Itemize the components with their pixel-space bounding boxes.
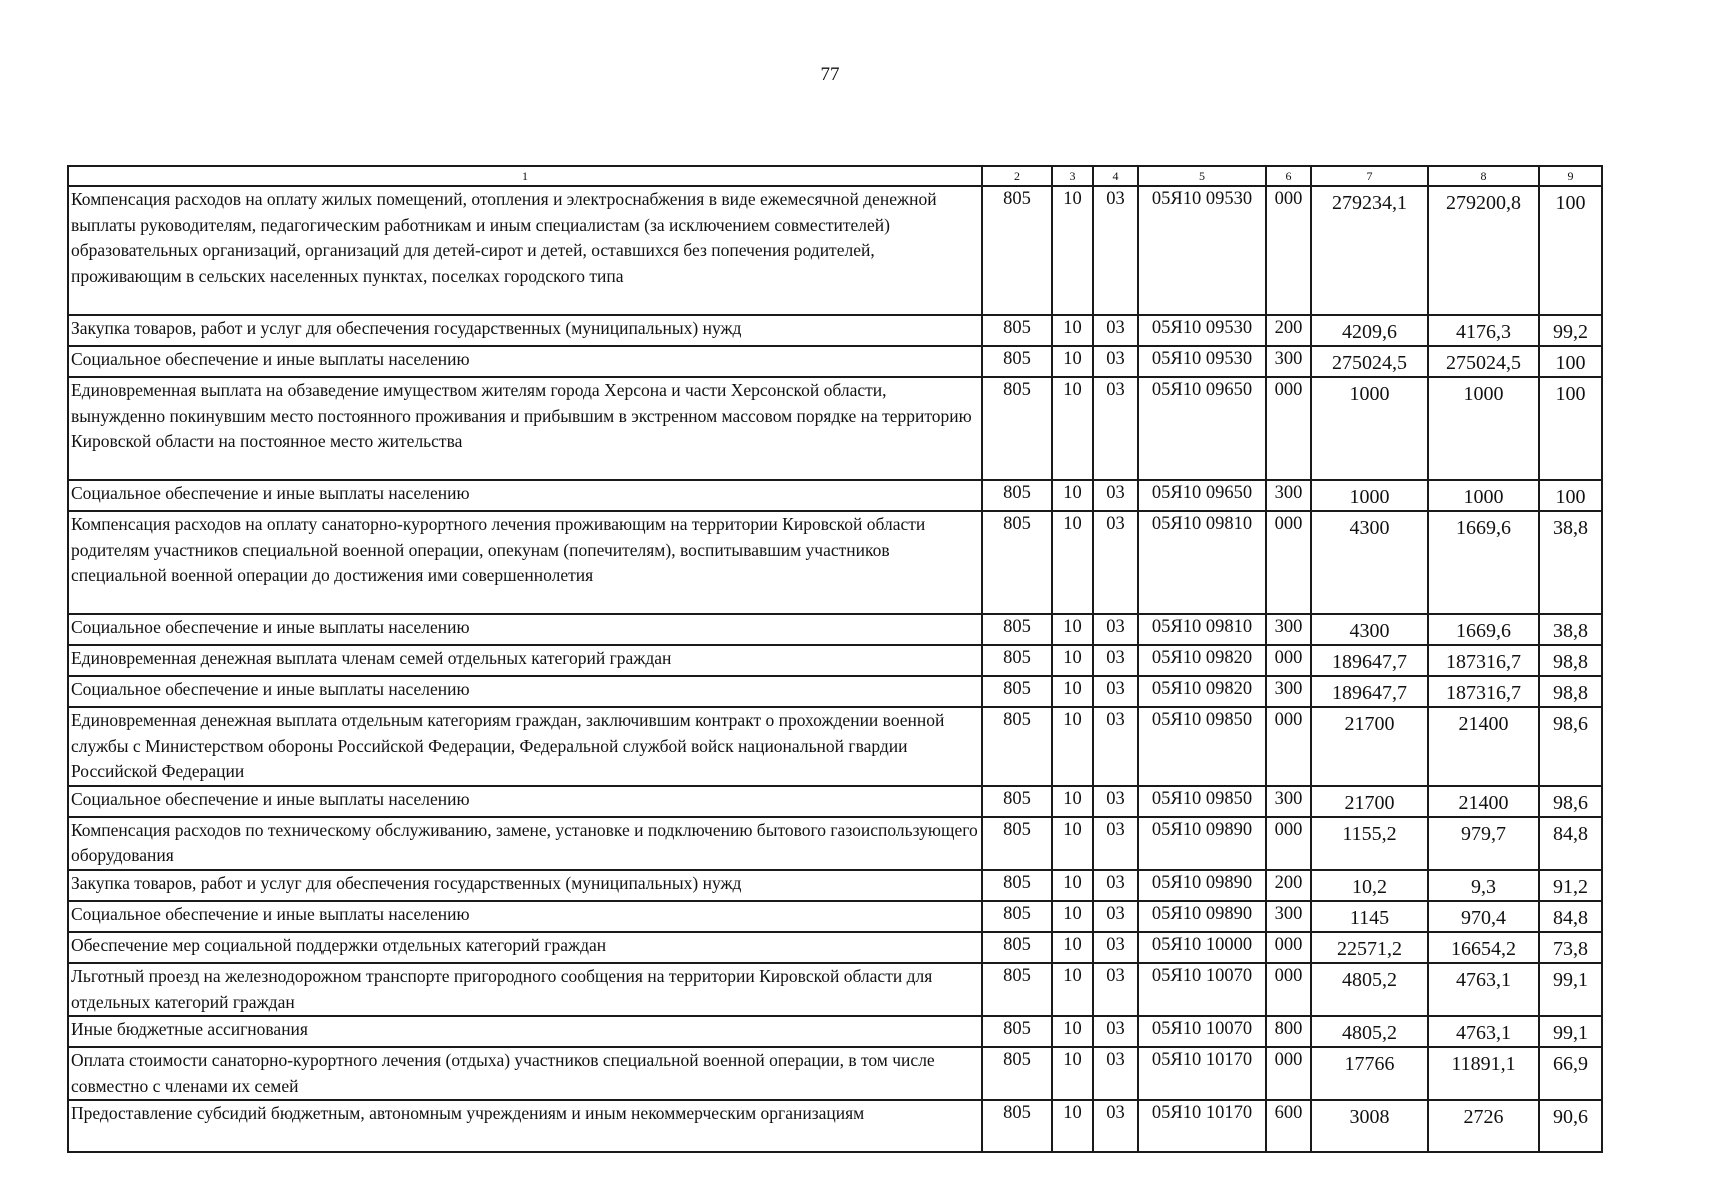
table-row: [68, 932, 1602, 963]
row-section-code: 10: [1052, 932, 1093, 963]
row-subsection-code: 03: [1093, 817, 1138, 870]
row-planned-amount: 10,2: [1311, 870, 1428, 901]
row-planned-amount: 3008: [1311, 1100, 1428, 1152]
table-row: [68, 645, 1602, 676]
header-col-1: 1: [68, 166, 982, 186]
row-subsection-code: 03: [1093, 186, 1138, 315]
row-name: Социальное обеспечение и иные выплаты населению: [68, 346, 982, 377]
row-expense-type-code: 000: [1266, 511, 1311, 614]
row-ministry-code: 805: [982, 901, 1052, 932]
budget-table: [67, 165, 1603, 1153]
row-expense-type-code: 000: [1266, 1047, 1311, 1100]
row-target-code: 05Я10 10070: [1138, 1016, 1266, 1047]
row-section-code: 10: [1052, 1047, 1093, 1100]
row-name: Обеспечение мер социальной поддержки отдельных категорий граждан: [68, 932, 982, 963]
table-row: [68, 901, 1602, 932]
row-section-code: 10: [1052, 614, 1093, 645]
row-target-code: 05Я10 09850: [1138, 707, 1266, 786]
row-actual-amount: 16654,2: [1428, 932, 1539, 963]
row-section-code: 10: [1052, 346, 1093, 377]
row-planned-amount: 189647,7: [1311, 645, 1428, 676]
row-ministry-code: 805: [982, 511, 1052, 614]
table-row: [68, 377, 1602, 480]
row-section-code: 10: [1052, 186, 1093, 315]
row-actual-amount: 1669,6: [1428, 511, 1539, 614]
header-col-2: 2: [982, 166, 1052, 186]
row-section-code: 10: [1052, 676, 1093, 707]
table-row: [68, 1047, 1602, 1100]
row-subsection-code: 03: [1093, 932, 1138, 963]
row-ministry-code: 805: [982, 480, 1052, 511]
row-percent: 98,8: [1539, 645, 1602, 676]
row-target-code: 05Я10 09810: [1138, 511, 1266, 614]
row-section-code: 10: [1052, 511, 1093, 614]
row-section-code: 10: [1052, 870, 1093, 901]
row-expense-type-code: 800: [1266, 1016, 1311, 1047]
table-row: [68, 963, 1602, 1016]
row-subsection-code: 03: [1093, 901, 1138, 932]
table-row: [68, 346, 1602, 377]
row-subsection-code: 03: [1093, 870, 1138, 901]
row-ministry-code: 805: [982, 1016, 1052, 1047]
row-ministry-code: 805: [982, 614, 1052, 645]
row-subsection-code: 03: [1093, 614, 1138, 645]
row-percent: 99,2: [1539, 315, 1602, 346]
row-percent: 100: [1539, 186, 1602, 315]
header-col-6: 6: [1266, 166, 1311, 186]
row-percent: 84,8: [1539, 901, 1602, 932]
header-col-3: 3: [1052, 166, 1093, 186]
row-subsection-code: 03: [1093, 377, 1138, 480]
row-ministry-code: 805: [982, 817, 1052, 870]
row-target-code: 05Я10 10170: [1138, 1047, 1266, 1100]
row-section-code: 10: [1052, 817, 1093, 870]
row-ministry-code: 805: [982, 786, 1052, 817]
row-name: Оплата стоимости санаторно-курортного лечения (отдыха) участников специальной военной операции, в том числе совместно с членами их семей: [68, 1047, 982, 1100]
row-target-code: 05Я10 10000: [1138, 932, 1266, 963]
row-name: Закупка товаров, работ и услуг для обеспечения государственных (муниципальных) нужд: [68, 315, 982, 346]
row-actual-amount: 979,7: [1428, 817, 1539, 870]
row-subsection-code: 03: [1093, 676, 1138, 707]
row-ministry-code: 805: [982, 676, 1052, 707]
row-target-code: 05Я10 09650: [1138, 480, 1266, 511]
table-row: [68, 480, 1602, 511]
row-actual-amount: 9,3: [1428, 870, 1539, 901]
row-subsection-code: 03: [1093, 1100, 1138, 1152]
row-name: Единовременная денежная выплата членам семей отдельных категорий граждан: [68, 645, 982, 676]
row-planned-amount: 1000: [1311, 480, 1428, 511]
row-expense-type-code: 000: [1266, 186, 1311, 315]
table-row: [68, 614, 1602, 645]
row-name: Закупка товаров, работ и услуг для обеспечения государственных (муниципальных) нужд: [68, 870, 982, 901]
row-planned-amount: 4300: [1311, 614, 1428, 645]
row-name: Компенсация расходов на оплату жилых помещений, отопления и электроснабжения в виде ежемесячной денежной выплаты руководителям, педагогическим работникам и иным специалистам (за исключением совместителей) образовательных организаций, организаций для детей-сирот и детей, оставшихся без попечения родителей, проживающим в сельских населенных пунктах, поселках городского типа: [68, 186, 982, 315]
row-ministry-code: 805: [982, 346, 1052, 377]
row-percent: 98,6: [1539, 707, 1602, 786]
row-percent: 91,2: [1539, 870, 1602, 901]
row-name: Льготный проезд на железнодорожном транспорте пригородного сообщения на территории Кировской области для отдельных категорий граждан: [68, 963, 982, 1016]
row-planned-amount: 4209,6: [1311, 315, 1428, 346]
table-row: [68, 186, 1602, 315]
row-actual-amount: 4176,3: [1428, 315, 1539, 346]
row-expense-type-code: 300: [1266, 614, 1311, 645]
row-planned-amount: 189647,7: [1311, 676, 1428, 707]
row-section-code: 10: [1052, 377, 1093, 480]
row-actual-amount: 187316,7: [1428, 645, 1539, 676]
table-row: [68, 315, 1602, 346]
row-planned-amount: 17766: [1311, 1047, 1428, 1100]
row-actual-amount: 11891,1: [1428, 1047, 1539, 1100]
row-expense-type-code: 000: [1266, 817, 1311, 870]
row-ministry-code: 805: [982, 932, 1052, 963]
row-percent: 98,6: [1539, 786, 1602, 817]
row-section-code: 10: [1052, 786, 1093, 817]
row-actual-amount: 4763,1: [1428, 1016, 1539, 1047]
row-percent: 99,1: [1539, 1016, 1602, 1047]
table-row: [68, 817, 1602, 870]
row-planned-amount: 4300: [1311, 511, 1428, 614]
row-planned-amount: 275024,5: [1311, 346, 1428, 377]
row-actual-amount: 1000: [1428, 377, 1539, 480]
row-ministry-code: 805: [982, 377, 1052, 480]
header-col-4: 4: [1093, 166, 1138, 186]
row-expense-type-code: 300: [1266, 676, 1311, 707]
row-target-code: 05Я10 09530: [1138, 186, 1266, 315]
row-expense-type-code: 000: [1266, 932, 1311, 963]
row-section-code: 10: [1052, 480, 1093, 511]
row-expense-type-code: 000: [1266, 963, 1311, 1016]
row-target-code: 05Я10 09890: [1138, 870, 1266, 901]
row-section-code: 10: [1052, 315, 1093, 346]
row-target-code: 05Я10 09530: [1138, 346, 1266, 377]
row-actual-amount: 970,4: [1428, 901, 1539, 932]
row-percent: 90,6: [1539, 1100, 1602, 1152]
row-subsection-code: 03: [1093, 346, 1138, 377]
row-section-code: 10: [1052, 963, 1093, 1016]
header-col-8: 8: [1428, 166, 1539, 186]
row-target-code: 05Я10 09850: [1138, 786, 1266, 817]
table-row: [68, 870, 1602, 901]
row-target-code: 05Я10 09530: [1138, 315, 1266, 346]
row-expense-type-code: 200: [1266, 870, 1311, 901]
row-target-code: 05Я10 09890: [1138, 817, 1266, 870]
row-percent: 66,9: [1539, 1047, 1602, 1100]
row-actual-amount: 2726: [1428, 1100, 1539, 1152]
row-subsection-code: 03: [1093, 480, 1138, 511]
row-name: Социальное обеспечение и иные выплаты населению: [68, 786, 982, 817]
row-actual-amount: 4763,1: [1428, 963, 1539, 1016]
row-expense-type-code: 300: [1266, 346, 1311, 377]
row-expense-type-code: 000: [1266, 645, 1311, 676]
row-name: Социальное обеспечение и иные выплаты населению: [68, 901, 982, 932]
row-percent: 38,8: [1539, 511, 1602, 614]
page-number: 77: [820, 64, 840, 85]
row-percent: 100: [1539, 480, 1602, 511]
row-name: Социальное обеспечение и иные выплаты населению: [68, 614, 982, 645]
row-planned-amount: 279234,1: [1311, 186, 1428, 315]
row-target-code: 05Я10 09820: [1138, 676, 1266, 707]
row-expense-type-code: 000: [1266, 707, 1311, 786]
table-row: [68, 511, 1602, 614]
row-planned-amount: 4805,2: [1311, 1016, 1428, 1047]
table-row: [68, 1016, 1602, 1047]
row-name: Иные бюджетные ассигнования: [68, 1016, 982, 1047]
row-subsection-code: 03: [1093, 315, 1138, 346]
row-ministry-code: 805: [982, 870, 1052, 901]
row-planned-amount: 22571,2: [1311, 932, 1428, 963]
row-ministry-code: 805: [982, 645, 1052, 676]
row-section-code: 10: [1052, 1016, 1093, 1047]
row-name: Единовременная денежная выплата отдельным категориям граждан, заключившим контракт о прохождении военной службы с Министерством обороны Российской Федерации, Федеральной службой войск национальной гвардии Российской Федерации: [68, 707, 982, 786]
row-target-code: 05Я10 09650: [1138, 377, 1266, 480]
header-col-5: 5: [1138, 166, 1266, 186]
table-row: [68, 676, 1602, 707]
row-ministry-code: 805: [982, 1100, 1052, 1152]
row-percent: 100: [1539, 377, 1602, 480]
row-target-code: 05Я10 10170: [1138, 1100, 1266, 1152]
row-section-code: 10: [1052, 901, 1093, 932]
row-planned-amount: 1155,2: [1311, 817, 1428, 870]
row-percent: 73,8: [1539, 932, 1602, 963]
row-subsection-code: 03: [1093, 645, 1138, 676]
row-name: Единовременная выплата на обзаведение имуществом жителям города Херсона и части Херсонской области, вынужденно покинувшим место постоянного проживания и прибывшим в экстренном массовом порядке на территорию Кировской области на постоянное место жительства: [68, 377, 982, 480]
row-actual-amount: 1000: [1428, 480, 1539, 511]
row-planned-amount: 4805,2: [1311, 963, 1428, 1016]
row-ministry-code: 805: [982, 186, 1052, 315]
row-planned-amount: 1145: [1311, 901, 1428, 932]
row-expense-type-code: 200: [1266, 315, 1311, 346]
row-name: Социальное обеспечение и иные выплаты населению: [68, 676, 982, 707]
header-col-9: 9: [1539, 166, 1602, 186]
row-section-code: 10: [1052, 645, 1093, 676]
row-planned-amount: 1000: [1311, 377, 1428, 480]
row-target-code: 05Я10 10070: [1138, 963, 1266, 1016]
row-actual-amount: 279200,8: [1428, 186, 1539, 315]
row-planned-amount: 21700: [1311, 786, 1428, 817]
table-header-row: [68, 166, 1602, 186]
row-section-code: 10: [1052, 707, 1093, 786]
row-expense-type-code: 300: [1266, 786, 1311, 817]
row-expense-type-code: 300: [1266, 480, 1311, 511]
row-actual-amount: 21400: [1428, 707, 1539, 786]
row-subsection-code: 03: [1093, 1047, 1138, 1100]
row-subsection-code: 03: [1093, 1016, 1138, 1047]
row-percent: 84,8: [1539, 817, 1602, 870]
row-target-code: 05Я10 09890: [1138, 901, 1266, 932]
row-subsection-code: 03: [1093, 511, 1138, 614]
row-ministry-code: 805: [982, 963, 1052, 1016]
row-name: Предоставление субсидий бюджетным, автономным учреждениям и иным некоммерческим организациям: [68, 1100, 982, 1152]
row-ministry-code: 805: [982, 1047, 1052, 1100]
row-target-code: 05Я10 09820: [1138, 645, 1266, 676]
row-actual-amount: 275024,5: [1428, 346, 1539, 377]
row-actual-amount: 187316,7: [1428, 676, 1539, 707]
row-target-code: 05Я10 09810: [1138, 614, 1266, 645]
row-name: Компенсация расходов по техническому обслуживанию, замене, установке и подключению бытового газоиспользующего оборудования: [68, 817, 982, 870]
row-subsection-code: 03: [1093, 963, 1138, 1016]
row-expense-type-code: 000: [1266, 377, 1311, 480]
table-row: [68, 707, 1602, 786]
row-subsection-code: 03: [1093, 707, 1138, 786]
header-col-7: 7: [1311, 166, 1428, 186]
row-expense-type-code: 300: [1266, 901, 1311, 932]
table-row: [68, 786, 1602, 817]
row-name: Социальное обеспечение и иные выплаты населению: [68, 480, 982, 511]
row-actual-amount: 1669,6: [1428, 614, 1539, 645]
row-ministry-code: 805: [982, 707, 1052, 786]
row-expense-type-code: 600: [1266, 1100, 1311, 1152]
row-actual-amount: 21400: [1428, 786, 1539, 817]
row-percent: 98,8: [1539, 676, 1602, 707]
row-subsection-code: 03: [1093, 786, 1138, 817]
row-name: Компенсация расходов на оплату санаторно-курортного лечения проживающим на территории Кировской области родителям участников специальной военной операции, опекунам (попечителям), воспитывавшим участников специальной военной операции до достижения ими совершеннолетия: [68, 511, 982, 614]
row-section-code: 10: [1052, 1100, 1093, 1152]
row-ministry-code: 805: [982, 315, 1052, 346]
row-percent: 99,1: [1539, 963, 1602, 1016]
table-row: [68, 1100, 1602, 1152]
row-planned-amount: 21700: [1311, 707, 1428, 786]
row-percent: 38,8: [1539, 614, 1602, 645]
row-percent: 100: [1539, 346, 1602, 377]
